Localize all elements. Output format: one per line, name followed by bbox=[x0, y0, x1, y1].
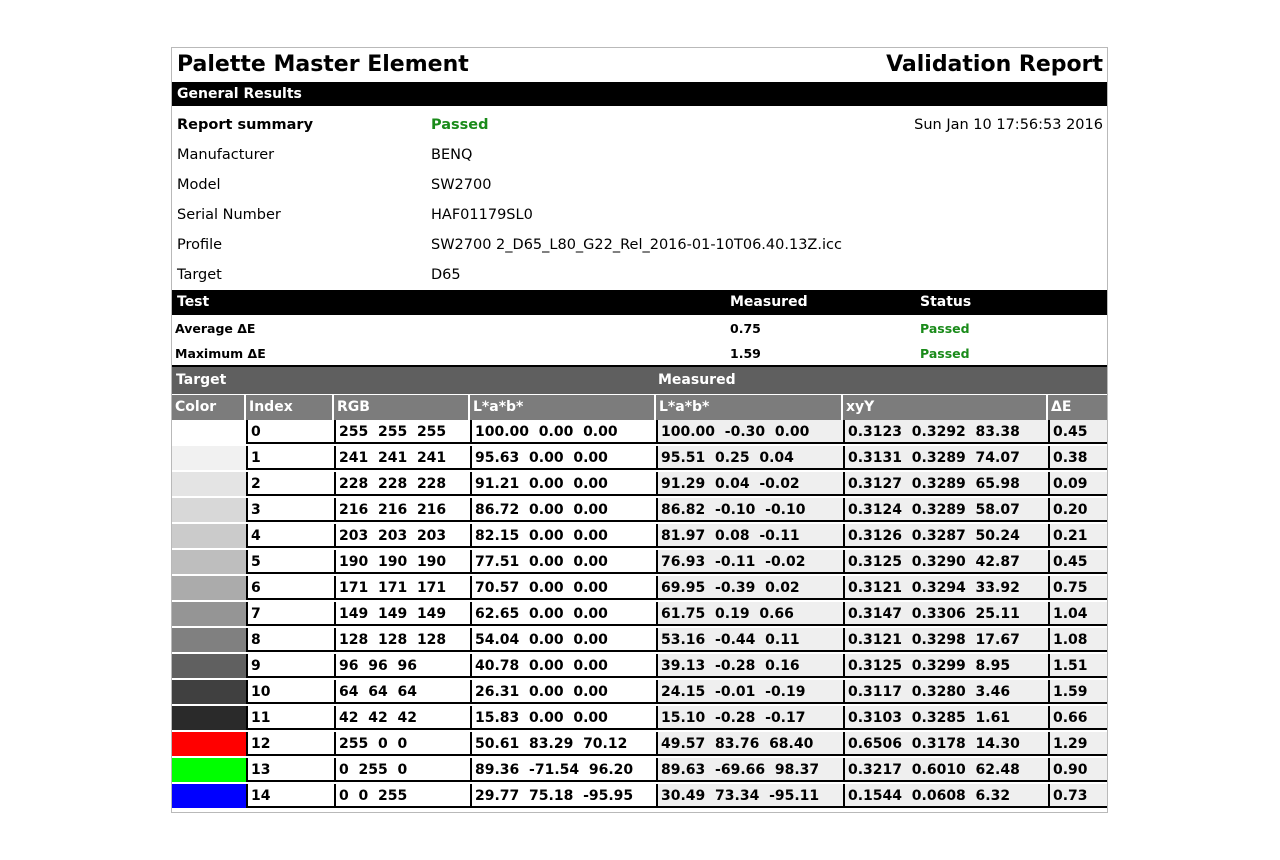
rgb-cell: 190 190 190 bbox=[334, 550, 470, 574]
table-row bbox=[172, 576, 1107, 602]
color-swatch bbox=[172, 524, 246, 548]
index-cell: 9 bbox=[246, 654, 334, 678]
table-row bbox=[172, 446, 1107, 472]
info-value: HAF01179SL0 bbox=[431, 207, 533, 223]
rgb-cell: 241 241 241 bbox=[334, 446, 470, 470]
xyy-cell: 0.3131 0.3289 74.07 bbox=[843, 446, 1048, 470]
target-lab-col-header: L*a*b* bbox=[470, 395, 654, 420]
measured-lab-cell: 30.49 73.34 -95.11 bbox=[656, 784, 843, 808]
rgb-cell: 96 96 96 bbox=[334, 654, 470, 678]
xyy-col-header: xyY bbox=[843, 395, 1046, 420]
target-lab-cell: 86.72 0.00 0.00 bbox=[470, 498, 656, 522]
validation-report bbox=[171, 47, 1108, 813]
measured-lab-cell: 53.16 -0.44 0.11 bbox=[656, 628, 843, 652]
delta-e-col-header: ΔE bbox=[1048, 395, 1107, 420]
index-cell: 13 bbox=[246, 758, 334, 782]
measured-col-header: Measured bbox=[730, 294, 808, 310]
measured-lab-cell: 39.13 -0.28 0.16 bbox=[656, 654, 843, 678]
target-lab-cell: 95.63 0.00 0.00 bbox=[470, 446, 656, 470]
status-col-header: Status bbox=[920, 294, 972, 310]
target-lab-cell: 77.51 0.00 0.00 bbox=[470, 550, 656, 574]
index-cell: 6 bbox=[246, 576, 334, 600]
info-value: SW2700 bbox=[431, 177, 492, 193]
target-lab-cell: 70.57 0.00 0.00 bbox=[470, 576, 656, 600]
index-cell: 0 bbox=[246, 420, 334, 444]
target-lab-cell: 15.83 0.00 0.00 bbox=[470, 706, 656, 730]
target-lab-cell: 100.00 0.00 0.00 bbox=[470, 420, 656, 444]
table-row bbox=[172, 706, 1107, 732]
rgb-cell: 203 203 203 bbox=[334, 524, 470, 548]
rgb-cell: 171 171 171 bbox=[334, 576, 470, 600]
info-label: Target bbox=[177, 267, 222, 283]
xyy-cell: 0.3103 0.3285 1.61 bbox=[843, 706, 1048, 730]
rgb-col-header: RGB bbox=[334, 395, 468, 420]
color-swatch bbox=[172, 654, 246, 678]
info-row bbox=[177, 260, 1103, 290]
xyy-cell: 0.3123 0.3292 83.38 bbox=[843, 420, 1048, 444]
report-header bbox=[177, 52, 1103, 82]
measured-lab-cell: 61.75 0.19 0.66 bbox=[656, 602, 843, 626]
xyy-cell: 0.1544 0.0608 6.32 bbox=[843, 784, 1048, 808]
info-label: Profile bbox=[177, 237, 223, 253]
test-measured: 1.59 bbox=[730, 346, 761, 361]
delta-e-cell: 0.73 bbox=[1048, 784, 1108, 808]
measured-lab-cell: 86.82 -0.10 -0.10 bbox=[656, 498, 843, 522]
info-label: Manufacturer bbox=[177, 147, 275, 163]
table-row bbox=[172, 602, 1107, 628]
target-lab-cell: 89.36 -71.54 96.20 bbox=[470, 758, 656, 782]
xyy-cell: 0.3126 0.3287 50.24 bbox=[843, 524, 1048, 548]
target-group-label: Target bbox=[176, 372, 227, 388]
color-swatch bbox=[172, 576, 246, 600]
table-row bbox=[172, 498, 1107, 524]
delta-e-cell: 1.04 bbox=[1048, 602, 1108, 626]
table-row bbox=[172, 524, 1107, 550]
target-lab-cell: 29.77 75.18 -95.95 bbox=[470, 784, 656, 808]
info-row bbox=[177, 200, 1103, 230]
index-cell: 4 bbox=[246, 524, 334, 548]
rgb-cell: 216 216 216 bbox=[334, 498, 470, 522]
info-value: BENQ bbox=[431, 147, 473, 163]
index-cell: 3 bbox=[246, 498, 334, 522]
rgb-cell: 255 255 255 bbox=[334, 420, 470, 444]
rgb-cell: 42 42 42 bbox=[334, 706, 470, 730]
table-row bbox=[172, 420, 1107, 446]
rgb-cell: 0 255 0 bbox=[334, 758, 470, 782]
delta-e-cell: 1.51 bbox=[1048, 654, 1108, 678]
color-swatch bbox=[172, 784, 246, 808]
index-col-header: Index bbox=[246, 395, 332, 420]
color-swatch bbox=[172, 758, 246, 782]
general-results-label: General Results bbox=[177, 86, 302, 102]
xyy-cell: 0.3125 0.3290 42.87 bbox=[843, 550, 1048, 574]
delta-e-cell: 0.20 bbox=[1048, 498, 1108, 522]
color-col-header: Color bbox=[172, 395, 244, 420]
index-cell: 7 bbox=[246, 602, 334, 626]
info-value: D65 bbox=[431, 267, 461, 283]
table-row bbox=[172, 550, 1107, 576]
rgb-cell: 149 149 149 bbox=[334, 602, 470, 626]
delta-e-cell: 1.29 bbox=[1048, 732, 1108, 756]
color-swatch bbox=[172, 732, 246, 756]
delta-e-cell: 1.59 bbox=[1048, 680, 1108, 704]
report-date: Sun Jan 10 17:56:53 2016 bbox=[914, 117, 1103, 133]
info-row bbox=[177, 170, 1103, 200]
xyy-cell: 0.3127 0.3289 65.98 bbox=[843, 472, 1048, 496]
color-swatch bbox=[172, 420, 246, 444]
info-label: Serial Number bbox=[177, 207, 281, 223]
delta-e-cell: 0.75 bbox=[1048, 576, 1108, 600]
xyy-cell: 0.3124 0.3289 58.07 bbox=[843, 498, 1048, 522]
xyy-cell: 0.3217 0.6010 62.48 bbox=[843, 758, 1048, 782]
color-swatch bbox=[172, 628, 246, 652]
xyy-cell: 0.3117 0.3280 3.46 bbox=[843, 680, 1048, 704]
table-row bbox=[172, 628, 1107, 654]
xyy-cell: 0.3147 0.3306 25.11 bbox=[843, 602, 1048, 626]
table-group-header bbox=[172, 367, 1107, 394]
report-summary-row bbox=[177, 110, 1103, 140]
index-cell: 2 bbox=[246, 472, 334, 496]
test-status: Passed bbox=[920, 321, 970, 336]
measured-lab-cell: 76.93 -0.11 -0.02 bbox=[656, 550, 843, 574]
delta-e-cell: 0.90 bbox=[1048, 758, 1108, 782]
index-cell: 8 bbox=[246, 628, 334, 652]
test-row bbox=[172, 341, 1107, 366]
table-column-headers bbox=[172, 395, 1107, 420]
delta-e-cell: 1.08 bbox=[1048, 628, 1108, 652]
index-cell: 10 bbox=[246, 680, 334, 704]
test-col-header: Test bbox=[177, 294, 210, 310]
test-name: Maximum ΔE bbox=[175, 346, 266, 361]
rgb-cell: 0 0 255 bbox=[334, 784, 470, 808]
index-cell: 14 bbox=[246, 784, 334, 808]
rgb-cell: 128 128 128 bbox=[334, 628, 470, 652]
report-summary-label: Report summary bbox=[177, 117, 314, 133]
xyy-cell: 0.3121 0.3294 33.92 bbox=[843, 576, 1048, 600]
delta-e-cell: 0.21 bbox=[1048, 524, 1108, 548]
color-swatch bbox=[172, 446, 246, 470]
index-cell: 1 bbox=[246, 446, 334, 470]
test-measured: 0.75 bbox=[730, 321, 761, 336]
target-lab-cell: 62.65 0.00 0.00 bbox=[470, 602, 656, 626]
test-name: Average ΔE bbox=[175, 321, 256, 336]
color-swatch bbox=[172, 498, 246, 522]
test-header-bar bbox=[172, 290, 1107, 315]
measured-lab-cell: 81.97 0.08 -0.11 bbox=[656, 524, 843, 548]
info-value: SW2700 2_D65_L80_G22_Rel_2016-01-10T06.40.13Z.icc bbox=[431, 237, 842, 253]
test-status: Passed bbox=[920, 346, 970, 361]
target-lab-cell: 40.78 0.00 0.00 bbox=[470, 654, 656, 678]
table-row bbox=[172, 472, 1107, 498]
color-swatch bbox=[172, 472, 246, 496]
delta-e-cell: 0.38 bbox=[1048, 446, 1108, 470]
measured-lab-cell: 15.10 -0.28 -0.17 bbox=[656, 706, 843, 730]
table-row bbox=[172, 784, 1107, 810]
measured-group-label: Measured bbox=[658, 372, 736, 388]
index-cell: 5 bbox=[246, 550, 334, 574]
table-row bbox=[172, 758, 1107, 784]
delta-e-cell: 0.45 bbox=[1048, 550, 1108, 574]
measured-lab-cell: 89.63 -69.66 98.37 bbox=[656, 758, 843, 782]
measured-lab-cell: 69.95 -0.39 0.02 bbox=[656, 576, 843, 600]
measured-lab-col-header: L*a*b* bbox=[656, 395, 841, 420]
color-swatch bbox=[172, 706, 246, 730]
report-type-title: Validation Report bbox=[886, 52, 1103, 77]
target-lab-cell: 50.61 83.29 70.12 bbox=[470, 732, 656, 756]
table-row bbox=[172, 654, 1107, 680]
measured-lab-cell: 100.00 -0.30 0.00 bbox=[656, 420, 843, 444]
report-summary-status: Passed bbox=[431, 117, 489, 133]
color-swatch bbox=[172, 602, 246, 626]
table-row bbox=[172, 732, 1107, 758]
measured-lab-cell: 91.29 0.04 -0.02 bbox=[656, 472, 843, 496]
app-title: Palette Master Element bbox=[177, 52, 469, 77]
info-row bbox=[177, 140, 1103, 170]
delta-e-cell: 0.66 bbox=[1048, 706, 1108, 730]
xyy-cell: 0.3125 0.3299 8.95 bbox=[843, 654, 1048, 678]
target-lab-cell: 26.31 0.00 0.00 bbox=[470, 680, 656, 704]
measured-lab-cell: 95.51 0.25 0.04 bbox=[656, 446, 843, 470]
delta-e-cell: 0.09 bbox=[1048, 472, 1108, 496]
rgb-cell: 228 228 228 bbox=[334, 472, 470, 496]
info-row bbox=[177, 230, 1103, 260]
measured-lab-cell: 24.15 -0.01 -0.19 bbox=[656, 680, 843, 704]
table-row bbox=[172, 680, 1107, 706]
info-label: Model bbox=[177, 177, 221, 193]
target-lab-cell: 54.04 0.00 0.00 bbox=[470, 628, 656, 652]
xyy-cell: 0.3121 0.3298 17.67 bbox=[843, 628, 1048, 652]
target-lab-cell: 82.15 0.00 0.00 bbox=[470, 524, 656, 548]
xyy-cell: 0.6506 0.3178 14.30 bbox=[843, 732, 1048, 756]
rgb-cell: 255 0 0 bbox=[334, 732, 470, 756]
color-swatch bbox=[172, 550, 246, 574]
general-results-bar bbox=[172, 82, 1107, 106]
measured-lab-cell: 49.57 83.76 68.40 bbox=[656, 732, 843, 756]
color-swatch bbox=[172, 680, 246, 704]
target-lab-cell: 91.21 0.00 0.00 bbox=[470, 472, 656, 496]
rgb-cell: 64 64 64 bbox=[334, 680, 470, 704]
index-cell: 12 bbox=[246, 732, 334, 756]
index-cell: 11 bbox=[246, 706, 334, 730]
delta-e-cell: 0.45 bbox=[1048, 420, 1108, 444]
test-row bbox=[172, 316, 1107, 341]
